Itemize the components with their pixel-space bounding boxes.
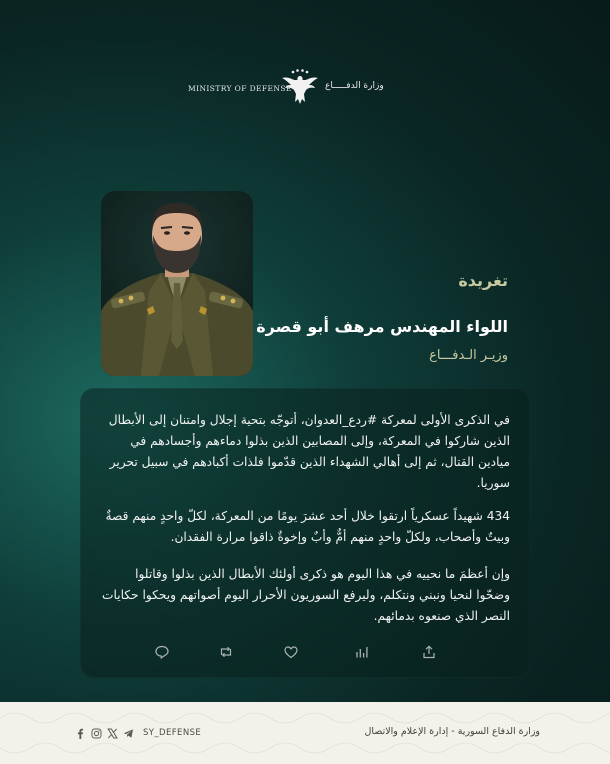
post-type-label: تغريدة <box>458 271 508 290</box>
ministry-header <box>0 66 610 116</box>
eagle-emblem-icon <box>278 66 322 110</box>
telegram-icon[interactable] <box>123 728 134 739</box>
like-icon[interactable] <box>283 644 299 660</box>
facebook-icon[interactable] <box>75 728 86 739</box>
tweet-action-bar <box>80 644 530 664</box>
tweet-card <box>80 388 530 678</box>
instagram-icon[interactable] <box>91 728 102 739</box>
retweet-icon[interactable] <box>218 644 234 660</box>
views-icon[interactable] <box>354 644 370 660</box>
footer-handle[interactable]: SY_DEFENSE <box>143 728 202 738</box>
ministry-name-arabic: وزارة الدفـــــاع <box>325 81 384 91</box>
tweet-paragraph-1: في الذكرى الأولى لمعركة #ردع_العدوان، أتوجّه بتحية إجلال وامتنان إلى الأبطال الذين شاركوا في المعركة، وإلى المصابين الذين بذلوا دماءهم وأجسادهم في ميادين القتال، ثم إلى أهالي الشهداء الذين قدّموا فلذات أكبادهم في سبيل تحرير سوريا. <box>108 413 510 490</box>
footer-organization: وزارة الدفاع السورية - إدارة الإعلام والاتصال <box>364 726 540 737</box>
footer-bar <box>0 702 610 764</box>
ministry-name-english: MINISTRY OF DEFENSE <box>188 84 292 93</box>
tweet-paragraph-2: 434 شهيداً عسكرياً ارتقوا خلال أحد عشرَ يومًا من المعركة، لكلّ واحدٍ منهم قصةٌ وبيتٌ وأصحاب، ولكلّ واحدٍ منهم أمٌّ وأبٌ وإخوةٌ ذاقوا مرارة الفقدان. <box>105 509 510 544</box>
author-portrait <box>101 191 253 376</box>
share-icon[interactable] <box>421 644 437 660</box>
reply-icon[interactable] <box>154 644 170 660</box>
footer-social-links <box>75 725 201 741</box>
portrait-illustration <box>101 191 253 376</box>
x-icon[interactable] <box>107 728 118 739</box>
author-name: اللواء المهندس مرهف أبو قصرة <box>256 317 508 336</box>
tweet-paragraph-3: وإن أعظمَ ما نحييه في هذا اليوم هو ذكرى أولئك الأبطال الذين بذلوا وقاتلوا وضحّوا لنحيا ونبني ونتكلم، وليرفع السوريون الأحرار اليوم أصواتهم ويحكوا حكايات النصر الذي صنعوه بدمائهم. <box>102 567 510 623</box>
author-role: وزيـر الـدفـــاع <box>429 348 508 363</box>
